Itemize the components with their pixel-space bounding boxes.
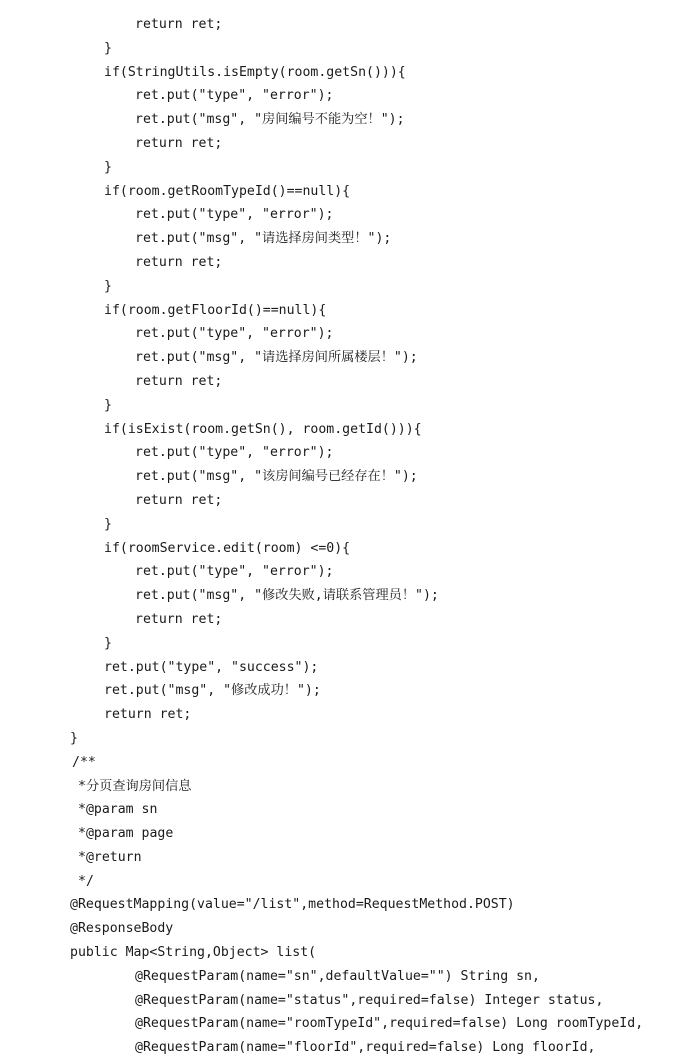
code-line: ret.put("type", "error"); (135, 445, 334, 461)
code-line: ret.put("type", "error"); (135, 207, 334, 223)
code-line: ret.put("msg", "请选择房间类型！"); (135, 231, 392, 247)
code-line: *@return (78, 849, 142, 865)
code-line: public Map<String,Object> list( (70, 945, 317, 961)
code-line: ret.put("msg", "房间编号不能为空！"); (135, 112, 405, 128)
code-line: @ResponseBody (70, 921, 174, 937)
code-line: /** (72, 754, 96, 770)
code-line: ret.put("msg", "请选择房间所属楼层！"); (135, 350, 418, 366)
code-line: @RequestParam(name="status",required=false) Integer status, (135, 992, 604, 1008)
code-line: } (104, 397, 112, 413)
code-line: return ret; (135, 373, 223, 389)
code-line: @RequestParam(name="roomTypeId",required=false) Long roomTypeId, (135, 1016, 644, 1032)
code-line: if(room.getRoomTypeId()==null){ (104, 183, 351, 199)
code-line: } (70, 730, 78, 746)
code-line: return ret; (135, 492, 223, 508)
code-line: ret.put("type", "error"); (135, 564, 334, 580)
code-line: */ (78, 873, 94, 889)
code-line: if(room.getFloorId()==null){ (104, 302, 327, 318)
code-line: ret.put("msg", "修改失败,请联系管理员！"); (135, 588, 439, 604)
code-line: return ret; (104, 707, 192, 723)
code-line: *分页查询房间信息 (78, 778, 192, 794)
code-line: } (104, 40, 112, 56)
code-line: ret.put("msg", "该房间编号已经存在！"); (135, 469, 418, 485)
code-line: } (104, 159, 112, 175)
code-line: ret.put("type", "success"); (104, 659, 319, 675)
code-line: return ret; (135, 17, 223, 32)
code-line: *@param page (78, 826, 174, 842)
code-line: @RequestParam(name="floorId",required=false) Long floorId, (135, 1040, 596, 1056)
code-line: } (104, 516, 112, 532)
code-line: ret.put("type", "error"); (135, 326, 334, 342)
code-line: if(StringUtils.isEmpty(room.getSn())){ (104, 64, 406, 80)
code-line: *@param sn (78, 802, 158, 818)
code-line: } (104, 635, 112, 651)
code-line: @RequestParam(name="sn",defaultValue="") String sn, (135, 968, 540, 984)
code-line: if(roomService.edit(room) <=0){ (104, 540, 351, 556)
code-line: @RequestMapping(value="/list",method=RequestMethod.POST) (70, 897, 515, 913)
code-line: return ret; (135, 135, 223, 151)
code-line: if(isExist(room.getSn(), room.getId())){ (104, 421, 422, 437)
code-line: return ret; (135, 254, 223, 270)
code-line: ret.put("msg", "修改成功！"); (104, 683, 321, 699)
code-line: ret.put("type", "error"); (135, 88, 334, 104)
code-line: } (104, 278, 112, 294)
code-line: return ret; (135, 611, 223, 627)
